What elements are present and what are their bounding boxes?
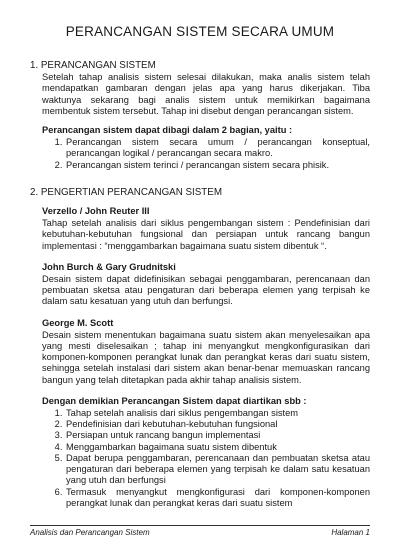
document-body [30, 56, 370, 509]
page-footer [30, 528, 370, 537]
page-title: PERANCANGAN SISTEM SECARA UMUM [65, 24, 335, 39]
definition-text: Desain sistem dapat didefinisikan sebagai penggambaran, perencanaan dan pembuatan sketsa atau pengaturan dari beberapa elemen yang terpisah ke dalam satu kesatuan yang utuh dan berfungsi. [42, 274, 370, 307]
list-item: 3. Persiapan untuk rancang bangun implementasi [65, 430, 370, 441]
list-item: 6. Termasuk menyangkut mengkonfigurasi dari komponen-komponen perangkat lunak dan perangkat keras dari suatu sistem [65, 487, 370, 509]
definition-author: Verzello / John Reuter III [42, 206, 150, 217]
footer-divider [30, 525, 370, 526]
section-2-body [42, 206, 370, 509]
definition-text: Tahap setelah analisis dari siklus pengembangan sistem : Pendefinisian dari kebutuhan-kebutuhan fungsional dan persiapan untuk rancang bangun implementasi : “menggambarkan bagaimana suatu sistem dibentuk “. [42, 218, 370, 251]
section-1-intro: Setelah tahap analisis sistem selesai dilakukan, maka analis sistem telah mendapatkan gambaran dengan jelas apa yang harus dikerjakan. Tiba waktunya sekarang bagi analis sistem untuk memikirkan bagaimana membentuk sistem tersebut. Tahap ini disebut dengan perancangan sistem. [42, 72, 370, 116]
footer-page-number: Halaman 1 [331, 528, 370, 537]
section-1-heading: 1. PERANCANGAN SISTEM [30, 60, 156, 71]
list-item: 1. Perancangan sistem secara umum / perancangan konseptual, perancangan logikal / perancangan secara makro. [65, 137, 370, 159]
list-item: 4. Menggambarkan bagaimana suatu sistem dibentuk [65, 442, 370, 453]
footer-doc-title: Analisis dan Perancangan Sistem [30, 528, 150, 537]
list-item: 2. Pendefinisian dari kebutuhan-kebutuhan fungsional [65, 419, 370, 430]
definition-author: George M. Scott [42, 317, 114, 328]
summary-list [42, 408, 370, 509]
division-heading: Perancangan sistem dapat dibagi dalam 2 bagian, yaitu : [42, 125, 293, 136]
definition-author: John Burch & Gary Grudnitski [42, 261, 176, 272]
list-item: 1. Tahap setelah analisis dari siklus pengembangan sistem [65, 408, 370, 419]
section-2-heading: 2. PENGERTIAN PERANCANGAN SISTEM [30, 186, 222, 198]
summary-heading: Dengan demikian Perancangan Sistem dapat diartikan sbb : [42, 395, 307, 406]
division-list [42, 137, 370, 171]
definition-text: Desain sistem menentukan bagaimana suatu sistem akan menyelesaikan apa yang mesti diselesaikan ; tahap ini menyangkut mengkonfigurasikan dari komponen-komponen perangkat lunak dan perangkat keras dari suatu sistem, sehingga setelah instalasi dari sistem akan benar-benar memuaskan rancang bangun yang telah ditetapkan pada akhir tahap analisis sistem. [42, 329, 370, 385]
list-item: 5. Dapat berupa penggambaran, perencanaan dan pembuatan sketsa atau pengaturan dari beberapa elemen yang terpisah ke dalam satu kesatuan yang utuh dan berfungsi [65, 453, 370, 487]
list-item: 2. Perancangan sistem terinci / perancangan sistem secara phisik. [65, 160, 370, 171]
section-1-body [42, 72, 370, 171]
